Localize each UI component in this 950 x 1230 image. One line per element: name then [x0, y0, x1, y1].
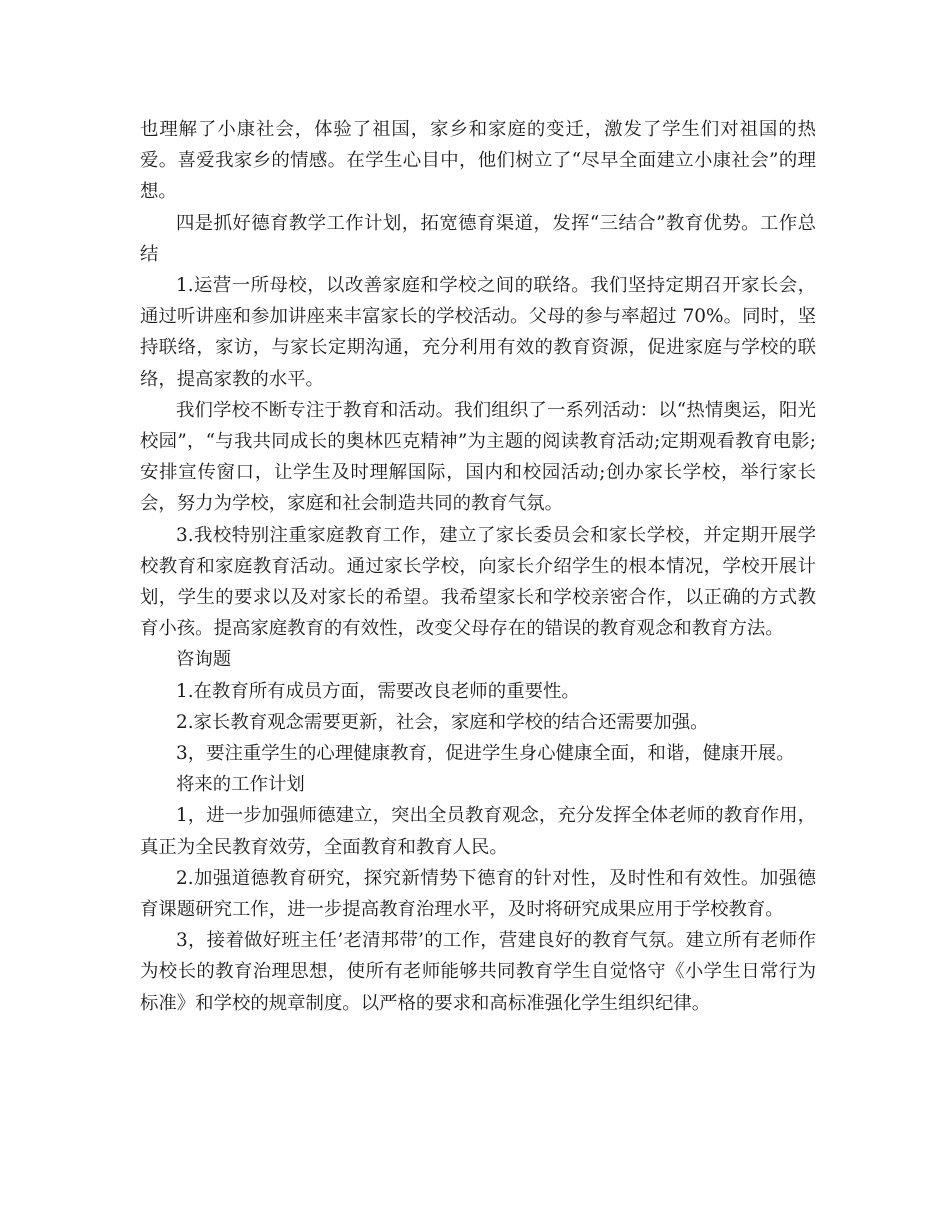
paragraph-item-3: 3.我校特别注重家庭教育工作，建立了家长委员会和家长学校，并定期开展学校教育和家庭教育活动。通过家长学校，向家长介绍学生的根本情况，学校开展计划，学生的要求以及对家长的希望。我希望家长和学校亲密合作，以正确的方式教育小孩。提高家庭教育的有效性，改变父母存在的错误的教育观念和教育方法。 — [140, 524, 816, 640]
paragraph-section-four: 四是抓好德育教学工作计划，拓宽德育渠道，发挥“三结合”教育优势。工作总结 — [140, 212, 816, 265]
heading-future-plan: 将来的工作计划 — [176, 774, 305, 796]
plan-item-3: 3，接着做好班主任’老清邦带’的工作，营建良好的教育气氛。建立所有老师作为校长的教育治理思想，使所有老师能够共同教育学生自觉恪守《小学生日常行为标准》和学校的规章制度。以严格的要求和高标准强化学生组织纪律。 — [140, 930, 816, 1014]
issue-item-2: 2.家长教育观念需要更新，社会，家庭和学校的结合还需要加强。 — [176, 711, 709, 733]
plan-item-2: 2.加强道德教育研究，探究新情势下德育的针对性，及时性和有效性。加强德育课题研究工作，进一步提高教育治理水平，及时将研究成果应用于学校教育。 — [140, 867, 816, 921]
paragraph-continuation: 也理解了小康社会，体验了祖国，家乡和家庭的变迁，激发了学生们对祖国的热爱。喜爱我家乡的情感。在学生心目中，他们树立了“尽早全面建立小康社会”的理想。 — [140, 119, 816, 203]
document-body — [140, 114, 816, 1019]
paragraph-item-1: 1.运营一所母校，以改善家庭和学校之间的联络。我们坚持定期召开家长会，通过听讲座和参加讲座来丰富家长的学校活动。父母的参与率超过 70%。同时，坚持联络，家访，与家长定期沟通，充分利用有效的教育资源，促进家庭与学校的联络，提高家教的水平。 — [140, 275, 816, 390]
plan-item-1: 1，进一步加强师德建立，突出全员教育观念，充分发挥全体老师的教育作用，真正为全民教育效劳，全面教育和教育人民。 — [140, 805, 816, 858]
paragraph-activities: 我们学校不断专注于教育和活动。我们组织了一系列活动：以“热情奥运，阳光校园”，“与我共同成长的奥林匹克精神”为主题的阅读教育活动;定期观看教育电影;安排宣传窗口，让学生及时理解国际，国内和校园活动;创办家长学校，举行家长会，努力为学校，家庭和社会制造共同的教育气氛。 — [140, 399, 816, 515]
issue-item-3: 3，要注重学生的心理健康教育，促进学生身心健康全面，和谐，健康开展。 — [176, 743, 795, 765]
issue-item-1: 1.在教育所有成员方面，需要改良老师的重要性。 — [176, 680, 580, 702]
heading-issues: 咨询题 — [176, 649, 232, 671]
